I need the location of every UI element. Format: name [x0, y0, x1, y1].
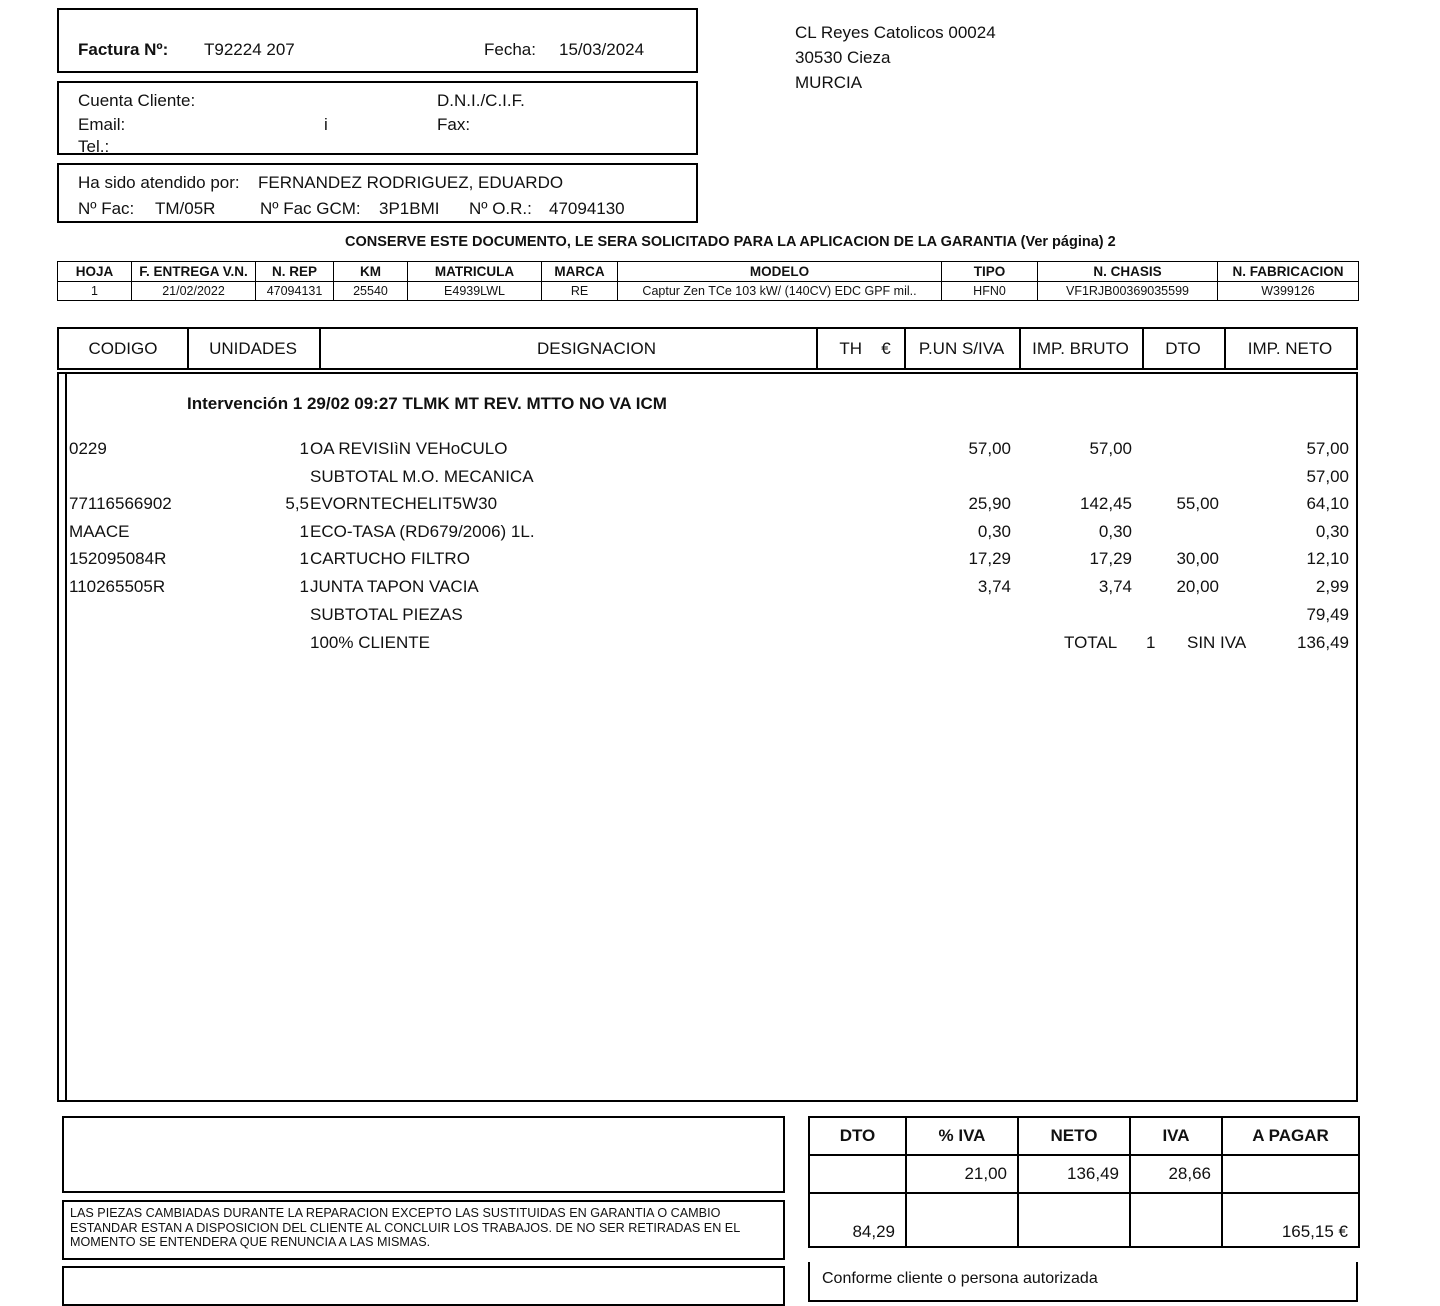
- total-count: 1: [1146, 633, 1156, 652]
- item-designacion: EVORNTECHELIT5W30: [310, 494, 498, 513]
- vehicle-td-hoja: 1: [58, 282, 132, 301]
- legal-note-box: LAS PIEZAS CAMBIADAS DURANTE LA REPARACION EXCEPTO LAS SUSTITUIDAS EN GARANTIA O CAMBIO ESTANDAR ESTAN A DISPOSICION DEL CLIENTE AL CONCLUIR LOS TRABAJOS. DE NO SER RETIRADAS EN EL MOMENTO SE ENTENDERA QUE RENUNCIA A LAS MISMAS.: [62, 1200, 785, 1260]
- or-label: Nº O.R.:: [469, 199, 532, 218]
- items-th-codigo: CODIGO: [88, 339, 158, 358]
- item-neto: 2,99: [1315, 577, 1349, 596]
- vehicle-th-marca: MARCA: [542, 262, 618, 282]
- item-designacion: OA REVISIìN VEHoCULO: [310, 439, 508, 458]
- email-value: i: [324, 115, 328, 134]
- item-designacion: ECO-TASA (RD679/2006) 1L.: [310, 522, 535, 541]
- invoice-header-box: [57, 8, 698, 73]
- item-bruto: 57,00: [1089, 439, 1132, 458]
- items-th-imp-neto: IMP. NETO: [1247, 339, 1333, 358]
- fac-value: TM/05R: [155, 199, 216, 218]
- item-pun: 3,74: [977, 577, 1011, 596]
- total-label: TOTAL: [1064, 633, 1118, 652]
- item-codigo: 152095084R: [69, 549, 167, 568]
- item-neto: 12,10: [1306, 549, 1349, 568]
- tel-label: Tel.:: [78, 137, 110, 156]
- item-codigo: 0229: [69, 439, 107, 458]
- vehicle-td-nrep: 47094131: [256, 282, 334, 301]
- totals-th-iva-pct: % IVA: [906, 1117, 1018, 1155]
- item-unidades: 5,5: [285, 494, 309, 513]
- item-pun: 25,90: [968, 494, 1011, 513]
- totals-th-iva: IVA: [1130, 1117, 1222, 1155]
- dni-cif-label: D.N.I./C.I.F.: [437, 91, 525, 110]
- attended-value: FERNANDEZ RODRIGUEZ, EDUARDO: [258, 173, 564, 192]
- item-unidades: 1: [299, 522, 309, 541]
- item-neto: 57,00: [1306, 467, 1349, 486]
- item-designacion: CARTUCHO FILTRO: [310, 549, 470, 568]
- vehicle-th-matricula: MATRICULA: [408, 262, 542, 282]
- warranty-notice: CONSERVE ESTE DOCUMENTO, LE SERA SOLICITADO PARA LA APLICACION DE LA GARANTIA (Ver página) 2: [345, 234, 1116, 250]
- item-unidades: 1: [299, 439, 309, 458]
- address-line-2: 30530 Cieza: [795, 48, 891, 67]
- cliente-percentage: 100% CLIENTE: [310, 633, 430, 652]
- totals-td-blank-2: [1018, 1193, 1130, 1247]
- vehicle-th-fentrega: F. ENTREGA V.N.: [132, 262, 256, 282]
- invoice-number-label: Factura Nº:: [78, 40, 169, 59]
- vehicle-th-fabricacion: N. FABRICACION: [1218, 262, 1359, 282]
- invoice-date-value: 15/03/2024: [559, 40, 645, 59]
- item-dto: 55,00: [1176, 494, 1219, 513]
- totals-td-iva-pct: 21,00: [906, 1155, 1018, 1193]
- vehicle-td-chasis: VF1RJB00369035599: [1038, 282, 1218, 301]
- item-designacion: SUBTOTAL PIEZAS: [310, 605, 463, 624]
- totals-th-a-pagar: A PAGAR: [1222, 1117, 1359, 1155]
- totals-sum-row: [809, 1193, 1359, 1247]
- intervention-title: Intervención 1 29/02 09:27 TLMK MT REV. MTTO NO VA ICM: [187, 394, 667, 413]
- totals-th-dto: DTO: [809, 1117, 906, 1155]
- vehicle-th-tipo: TIPO: [942, 262, 1038, 282]
- item-neto: 57,00: [1306, 439, 1349, 458]
- vehicle-table-row: [58, 282, 1359, 301]
- item-codigo: 110265505R: [69, 577, 166, 596]
- item-pun: 17,29: [968, 549, 1011, 568]
- items-table-header: [57, 327, 1358, 370]
- attended-by-box: [57, 163, 698, 223]
- totals-td-iva: 28,66: [1130, 1155, 1222, 1193]
- address-line-1: CL Reyes Catolicos 00024: [795, 23, 996, 42]
- totals-td-a-pagar: [1222, 1155, 1359, 1193]
- vehicle-th-chasis: N. CHASIS: [1038, 262, 1218, 282]
- vehicle-td-tipo: HFN0: [942, 282, 1038, 301]
- item-neto: 79,49: [1306, 605, 1349, 624]
- items-table-body: [57, 372, 1358, 1102]
- total-value: 136,49: [1297, 633, 1349, 652]
- item-unidades: 1: [299, 577, 309, 596]
- vehicle-table-header-row: [58, 262, 1359, 282]
- or-value: 47094130: [549, 199, 625, 218]
- vehicle-td-fentrega: 21/02/2022: [132, 282, 256, 301]
- totals-header-row: [809, 1117, 1359, 1155]
- address-line-3: MURCIA: [795, 73, 863, 92]
- item-bruto: 142,45: [1080, 494, 1132, 513]
- items-th-unidades: UNIDADES: [209, 339, 297, 358]
- invoice-date-label: Fecha:: [484, 40, 536, 59]
- item-neto: 0,30: [1315, 522, 1349, 541]
- vehicle-td-km: 25540: [334, 282, 408, 301]
- item-bruto: 17,29: [1089, 549, 1132, 568]
- totals-td-blank-3: [1130, 1193, 1222, 1247]
- item-codigo: MAACE: [69, 522, 130, 541]
- vehicle-td-matricula: E4939LWL: [408, 282, 542, 301]
- items-body-left-rule: [65, 374, 67, 1100]
- vehicle-th-hoja: HOJA: [58, 262, 132, 282]
- signature-note-box: [62, 1116, 785, 1193]
- items-th-euro: €: [881, 339, 891, 358]
- items-th-imp-bruto: IMP. BRUTO: [1032, 339, 1129, 358]
- totals-td-dto-total: 84,29: [809, 1193, 906, 1247]
- item-dto: 20,00: [1176, 577, 1219, 596]
- vehicle-th-modelo: MODELO: [618, 262, 942, 282]
- email-label: Email:: [78, 115, 126, 134]
- company-address: [795, 20, 996, 95]
- item-bruto: 0,30: [1098, 522, 1132, 541]
- vehicle-th-km: KM: [334, 262, 408, 282]
- sin-iva-label: SIN IVA: [1187, 633, 1247, 652]
- attended-label: Ha sido atendido por:: [78, 173, 240, 192]
- vehicle-th-nrep: N. REP: [256, 262, 334, 282]
- item-unidades: 1: [299, 549, 309, 568]
- fac-label: Nº Fac:: [78, 199, 135, 218]
- totals-td-dto: [809, 1155, 906, 1193]
- item-codigo: 77116566902: [69, 494, 172, 513]
- totals-td-a-pagar-total: 165,15 €: [1222, 1193, 1359, 1247]
- conforme-box: Conforme cliente o persona autorizada: [808, 1262, 1358, 1302]
- vehicle-td-fabricacion: W399126: [1218, 282, 1359, 301]
- fax-label: Fax:: [437, 115, 471, 134]
- totals-td-neto: 136,49: [1018, 1155, 1130, 1193]
- client-header-box: [57, 81, 698, 155]
- item-neto: 64,10: [1306, 494, 1349, 513]
- vehicle-td-modelo: Captur Zen TCe 103 kW/ (140CV) EDC GPF mil..: [618, 282, 942, 301]
- totals-th-neto: NETO: [1018, 1117, 1130, 1155]
- extra-note-box: [62, 1266, 785, 1306]
- vehicle-info-table: [57, 261, 1359, 301]
- items-th-th: TH: [839, 339, 862, 358]
- item-designacion: SUBTOTAL M.O. MECANICA: [310, 467, 534, 486]
- invoice-number-value: T92224 207: [204, 40, 295, 59]
- items-th-designacion: DESIGNACION: [536, 339, 657, 358]
- vehicle-td-marca: RE: [542, 282, 618, 301]
- fac-gcm-value: 3P1BMI: [379, 199, 440, 218]
- totals-td-blank-1: [906, 1193, 1018, 1247]
- item-pun: 0,30: [977, 522, 1011, 541]
- items-th-dto: DTO: [1165, 339, 1201, 358]
- totals-table: [808, 1116, 1360, 1248]
- item-designacion: JUNTA TAPON VACIA: [310, 577, 479, 596]
- item-dto: 30,00: [1176, 549, 1219, 568]
- fac-gcm-label: Nº Fac GCM:: [260, 199, 361, 218]
- items-th-pun-siva: P.UN S/IVA: [918, 339, 1005, 358]
- item-bruto: 3,74: [1098, 577, 1132, 596]
- totals-value-row: [809, 1155, 1359, 1193]
- item-pun: 57,00: [968, 439, 1011, 458]
- client-account-label: Cuenta Cliente:: [78, 91, 196, 110]
